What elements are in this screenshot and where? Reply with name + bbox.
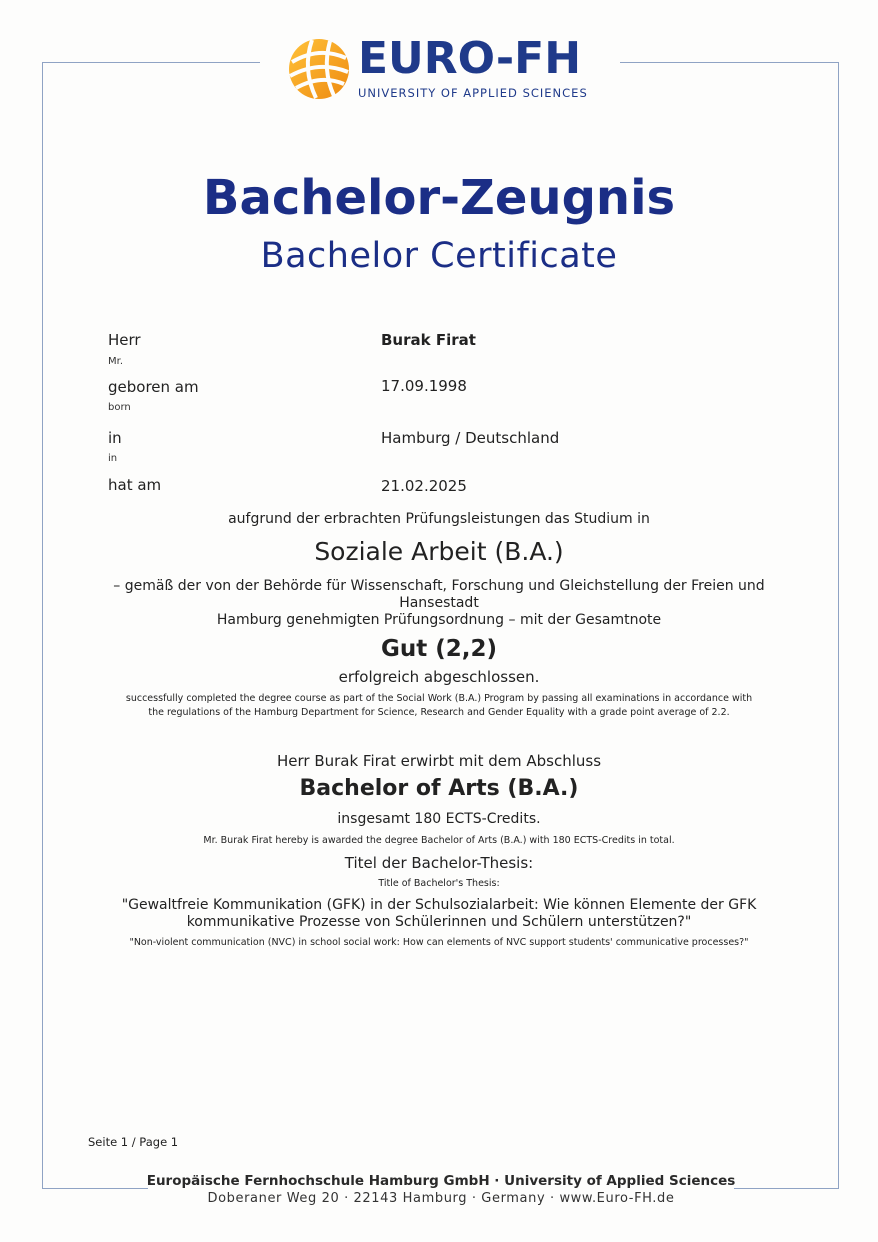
globe-icon <box>286 36 352 102</box>
place-label-en: in <box>108 453 118 464</box>
study-program: Soziale Arbeit (B.A.) <box>314 537 564 566</box>
born-label-en: born <box>108 402 131 413</box>
logo-wordmark: EURO-FH <box>358 33 582 84</box>
ects-credits: insgesamt 180 ECTS-Credits. <box>337 811 541 827</box>
completed-text: erfolgreich abgeschlossen. <box>338 668 540 686</box>
frame-top-left <box>42 62 260 63</box>
final-grade: Gut (2,2) <box>380 636 498 662</box>
regulation-line-1: – gemäß der von der Behörde für Wissenschaft, Forschung und Gleichstellung der Freien und <box>113 578 765 594</box>
degree-intro: Herr Burak Firat erwirbt mit dem Abschluss <box>276 752 602 770</box>
footer-address: Doberaner Weg 20 · 22143 Hamburg · Germany · www.Euro-FH.de <box>207 1191 675 1206</box>
regulation-line-3: Hamburg genehmigten Prüfungsordnung – mit der Gesamtnote <box>216 612 662 628</box>
salutation-label: Herr <box>108 331 141 349</box>
frame-left <box>42 62 43 1188</box>
euro-fh-logo <box>286 33 606 102</box>
certificate-title-german: Bachelor-Zeugnis <box>202 170 676 226</box>
completion-date: 21.02.2025 <box>381 477 467 495</box>
study-intro: aufgrund der erbrachten Prüfungsleistungen das Studium in <box>228 511 650 527</box>
thesis-title-line-2: kommunikative Prozesse von Schülerinnen und Schülern unterstützen?" <box>186 914 692 930</box>
frame-right <box>838 62 839 1188</box>
regulation-line-2: Hansestadt <box>399 595 479 611</box>
degree-english: Mr. Burak Firat hereby is awarded the degree Bachelor of Arts (B.A.) with 180 ECTS-Credits in total. <box>203 835 675 846</box>
thesis-label: Titel der Bachelor-Thesis: <box>344 854 534 872</box>
study-english-line-2: the regulations of the Hamburg Department for Science, Research and Gender Equality with a grade point average of 2.2. <box>148 707 730 718</box>
person-name: Burak Firat <box>381 331 476 349</box>
logo-subtitle: UNIVERSITY OF APPLIED SCIENCES <box>358 86 588 100</box>
birth-date: 17.09.1998 <box>381 377 467 395</box>
place-label: in <box>108 429 122 447</box>
born-label: geboren am <box>108 378 199 396</box>
study-english-line-1: successfully completed the degree course as part of the Social Work (B.A.) Program by passing all examinations in accordance with <box>125 693 753 704</box>
birth-place: Hamburg / Deutschland <box>381 429 560 447</box>
date-label: hat am <box>108 476 162 494</box>
frame-top-right <box>620 62 838 63</box>
page-number: Seite 1 / Page 1 <box>88 1135 179 1149</box>
thesis-label-en: Title of Bachelor's Thesis: <box>378 878 500 889</box>
salutation-label-en: Mr. <box>108 356 123 367</box>
thesis-title-line-1: "Gewaltfreie Kommunikation (GFK) in der Schulsozialarbeit: Wie können Elemente der GFK <box>121 897 757 913</box>
degree-title: Bachelor of Arts (B.A.) <box>299 776 579 801</box>
thesis-title-english: "Non-violent communication (NVC) in school social work: How can elements of NVC support students' communicative processes?" <box>129 937 749 948</box>
footer-institution: Europäische Fernhochschule Hamburg GmbH · University of Applied Sciences <box>146 1173 736 1189</box>
certificate-title-english: Bachelor Certificate <box>260 236 618 276</box>
